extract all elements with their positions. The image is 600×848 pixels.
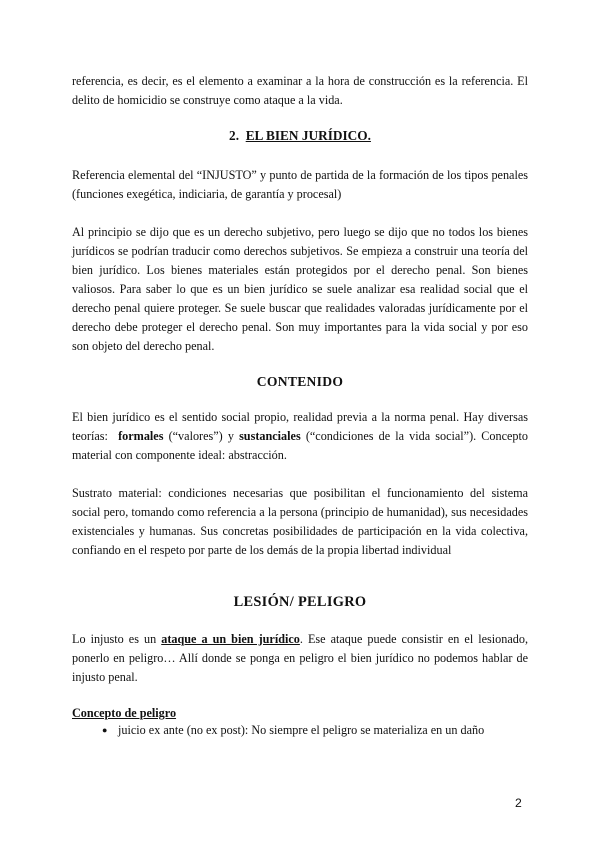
term-formales: formales bbox=[118, 429, 164, 443]
list-item bbox=[72, 721, 528, 740]
term-sustanciales: sustanciales bbox=[239, 429, 301, 443]
paragraph-intro: referencia, es decir, es el elemento a examinar a la hora de construcción es la referencia. El delito de homicidio se construye como ataque a la vida. bbox=[72, 74, 528, 107]
paragraph-injusto: Referencia elemental del “INJUSTO” y punto de partida de la formación de los tipos penales (funciones exegética, indiciaria, de garantía y procesal) bbox=[72, 168, 528, 201]
paragraph-injusto-ataque bbox=[72, 630, 528, 687]
document-page bbox=[72, 70, 528, 740]
contenido-text-e: (“condiciones de la vida social”). Concepto material con componente ideal: abstracción. bbox=[72, 429, 529, 462]
contenido-text-a: El bien jurídico es el sentido social propio, realidad previa a la norma penal. Hay diversas teorías: bbox=[72, 410, 528, 443]
contenido-text-c: (“valores”) y bbox=[168, 429, 234, 443]
heading-text: EL BIEN JURÍDICO. bbox=[245, 128, 371, 143]
page-number: 2 bbox=[515, 796, 522, 810]
bullet-icon: ● bbox=[102, 725, 108, 735]
heading-contenido: CONTENIDO bbox=[256, 374, 344, 389]
term-ataque-bien-juridico: ataque a un bien jurídico bbox=[161, 632, 300, 646]
heading-number: 2. bbox=[229, 128, 240, 143]
injusto-text-a: Lo injusto es un bbox=[72, 632, 157, 646]
heading-bien-juridico bbox=[72, 128, 528, 144]
heading-lesion-peligro: LESIÓN/ PELIGRO bbox=[233, 594, 367, 610]
paragraph-derecho-subjetivo: Al principio se dijo que es un derecho subjetivo, pero luego se dijo que no todos los bienes jurídicos se podrían traducir como derechos subjetivos. Se empieza a construir una teoría del bien jurídico. Los bienes materiales están protegidos por el derecho penal. Son bienes valiosos. Para saber lo que es un bien jurídico se suele analizar esa realidad social que el derecho penal quiere proteger. Se suele buscar que realidades valoradas jurídicamente por el derecho debe proteger el derecho penal. Son muy importantes para la vida social y por eso son objeto del derecho penal. bbox=[72, 225, 528, 353]
paragraph-contenido bbox=[72, 408, 528, 465]
paragraph-sustrato: Sustrato material: condiciones necesarias que posibilitan el funcionamiento del sistema social pero, tomando como referencia a la persona (principio de humanidad), sus necesidades existenciales y humanas. Sus concretas posibilidades de participación en la vida colectiva, confiando en el respeto por parte de los demás de la propia libertad individual bbox=[72, 486, 528, 557]
bullet-list bbox=[72, 721, 528, 740]
subheading-concepto-peligro: Concepto de peligro bbox=[72, 706, 177, 720]
list-item-text: juicio ex ante (no ex post): No siempre el peligro se materializa en un daño bbox=[118, 723, 485, 737]
injusto-text-c: . Ese ataque puede consistir en el lesionado, ponerlo en peligro… Allí donde se ponga en peligro el bien jurídico no podemos hablar de injusto penal. bbox=[72, 632, 529, 684]
